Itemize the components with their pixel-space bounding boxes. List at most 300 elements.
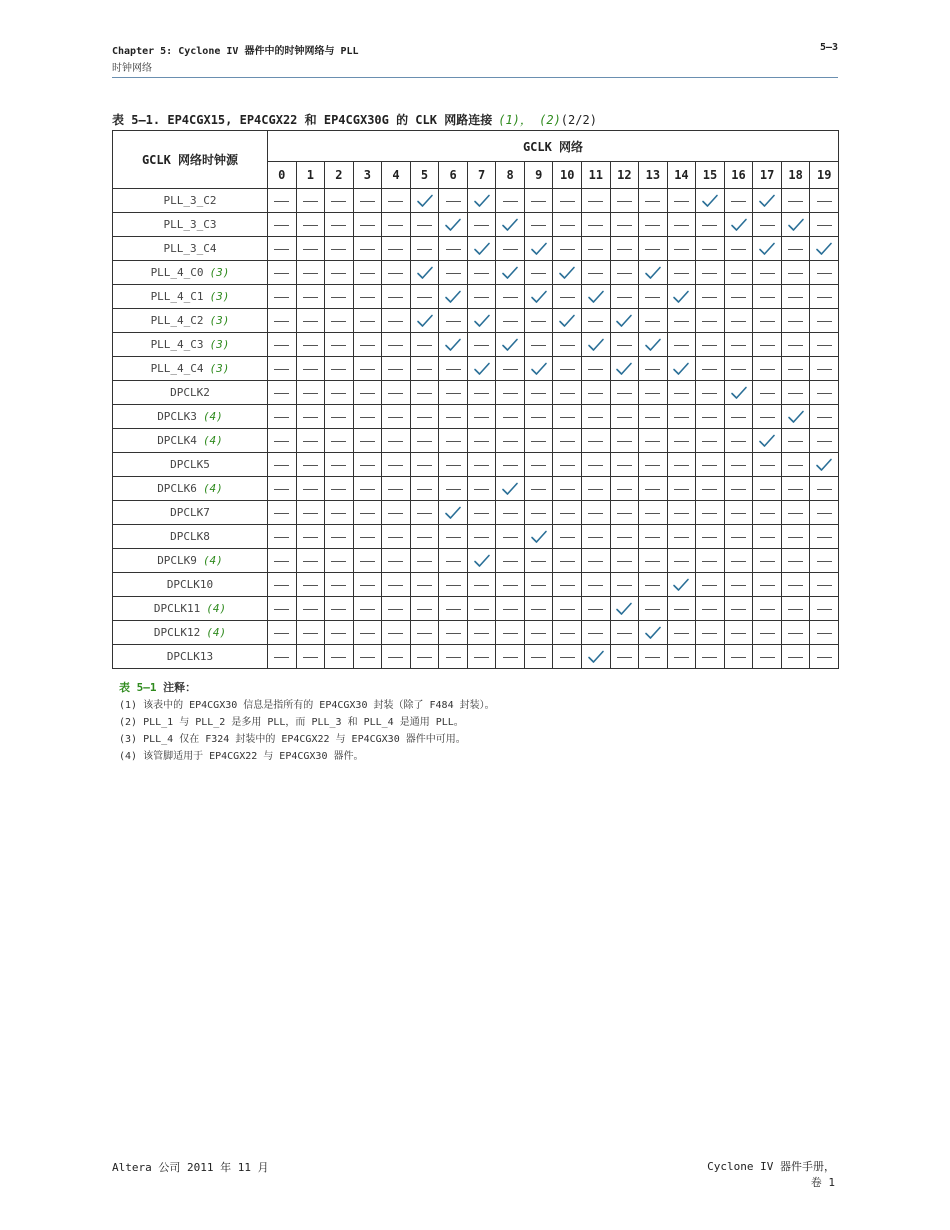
dash-mark [788,633,803,634]
cell-not-connected [810,549,839,573]
source-label: DPCLK7 [170,506,210,519]
cell-not-connected [296,645,325,669]
dash-mark [360,657,375,658]
cell-not-connected [810,213,839,237]
check-icon [668,289,696,305]
dash-mark [817,273,832,274]
dash-mark [645,609,660,610]
check-icon [411,193,439,209]
cell-not-connected [268,549,297,573]
cell-not-connected [582,501,611,525]
column-header-5: 5 [410,162,439,189]
dash-mark [674,441,689,442]
dash-mark [503,585,518,586]
dash-mark [531,393,546,394]
dash-mark [474,537,489,538]
dash-mark [417,345,432,346]
cell-connected [410,309,439,333]
dash-mark [531,609,546,610]
source-label: PLL_4_C3 [150,338,204,351]
dash-mark [474,393,489,394]
dash-mark [360,297,375,298]
cell-not-connected [410,237,439,261]
dash-mark [617,633,632,634]
dash-mark [360,609,375,610]
dash-mark [303,633,318,634]
dash-mark [760,561,775,562]
cell-not-connected [696,333,725,357]
check-icon [810,241,838,257]
table-row [113,261,839,285]
dash-mark [760,585,775,586]
dash-mark [674,321,689,322]
check-icon [725,217,753,233]
dash-mark [274,657,289,658]
cell-not-connected [696,477,725,501]
dash-mark [617,417,632,418]
check-icon [468,313,496,329]
cell-not-connected [553,597,582,621]
dash-mark [303,297,318,298]
dash-mark [588,273,603,274]
source-label: DPCLK11 [153,602,201,615]
note-item-4: (4) 该管脚适用于 EP4CGX22 与 EP4CGX30 器件。 [119,751,364,762]
row-source-name [113,525,268,549]
cell-not-connected [410,429,439,453]
cell-not-connected [753,261,782,285]
footnote-ref[interactable]: (3) [209,314,230,327]
cell-not-connected [524,309,553,333]
cell-not-connected [724,405,753,429]
dash-mark [817,441,832,442]
dash-mark [503,417,518,418]
cell-not-connected [410,549,439,573]
cell-not-connected [325,453,354,477]
dash-mark [303,561,318,562]
cell-not-connected [696,501,725,525]
dash-mark [788,513,803,514]
dash-mark [645,465,660,466]
cell-not-connected [753,573,782,597]
dash-mark [474,513,489,514]
dash-mark [331,489,346,490]
column-header-11: 11 [582,162,611,189]
cell-not-connected [382,453,411,477]
dash-mark [731,657,746,658]
dash-mark [331,201,346,202]
dash-mark [645,393,660,394]
column-header-18: 18 [781,162,810,189]
cell-not-connected [810,405,839,429]
cell-not-connected [524,621,553,645]
cell-connected [553,309,582,333]
check-icon [496,217,524,233]
cell-connected [439,285,468,309]
cell-not-connected [439,405,468,429]
dash-mark [788,561,803,562]
row-source-name [113,333,268,357]
dash-mark [760,321,775,322]
cell-not-connected [439,525,468,549]
cell-not-connected [553,357,582,381]
dash-mark [817,369,832,370]
dash-mark [274,561,289,562]
cell-not-connected [325,261,354,285]
cell-connected [410,261,439,285]
dash-mark [702,609,717,610]
dash-mark [560,417,575,418]
dash-mark [531,513,546,514]
footnote-ref[interactable]: (3) [209,362,230,375]
cell-not-connected [753,381,782,405]
cell-not-connected [553,189,582,213]
cell-not-connected [781,573,810,597]
dash-mark [702,441,717,442]
dash-mark [731,537,746,538]
dash-mark [360,465,375,466]
cell-not-connected [382,381,411,405]
cell-not-connected [781,189,810,213]
cell-not-connected [724,477,753,501]
dash-mark [588,489,603,490]
cell-not-connected [724,261,753,285]
cell-not-connected [410,477,439,501]
dash-mark [674,393,689,394]
cell-connected [753,429,782,453]
dash-mark [760,609,775,610]
dash-mark [303,585,318,586]
dash-mark [503,297,518,298]
cell-not-connected [268,357,297,381]
footnote-ref[interactable]: (3) [209,266,230,279]
cell-not-connected [582,453,611,477]
dash-mark [446,657,461,658]
cell-not-connected [467,213,496,237]
cell-not-connected [753,477,782,501]
dash-mark [617,225,632,226]
cell-not-connected [667,309,696,333]
cell-connected [781,213,810,237]
column-header-3: 3 [353,162,382,189]
dash-mark [360,369,375,370]
source-label: DPCLK5 [170,458,210,471]
dash-mark [303,657,318,658]
cell-not-connected [410,621,439,645]
dash-mark [702,249,717,250]
row-source-name [113,189,268,213]
footer-manual-title: Cyclone IV 器件手册， [707,1160,835,1173]
cell-not-connected [325,429,354,453]
dash-mark [731,201,746,202]
cell-not-connected [610,549,639,573]
cell-not-connected [639,189,668,213]
dash-mark [531,633,546,634]
dash-mark [303,345,318,346]
cell-not-connected [382,621,411,645]
dash-mark [503,393,518,394]
cell-connected [753,189,782,213]
cell-connected [810,237,839,261]
notes-title-ref: 表 5–1 [119,681,157,694]
cell-not-connected [639,453,668,477]
cell-not-connected [268,621,297,645]
cell-not-connected [382,189,411,213]
cell-not-connected [467,285,496,309]
cell-connected [582,645,611,669]
cell-not-connected [439,621,468,645]
cell-not-connected [753,333,782,357]
cell-not-connected [353,405,382,429]
dash-mark [274,297,289,298]
footnote-ref[interactable]: (4) [206,626,227,639]
cell-not-connected [667,453,696,477]
dash-mark [503,201,518,202]
cell-not-connected [610,453,639,477]
section-title: 时钟网络 [112,63,152,74]
cell-not-connected [553,237,582,261]
dash-mark [503,561,518,562]
cell-not-connected [353,645,382,669]
dash-mark [560,441,575,442]
cell-not-connected [781,501,810,525]
dash-mark [817,393,832,394]
cell-not-connected [639,525,668,549]
dash-mark [788,657,803,658]
cell-not-connected [496,453,525,477]
dash-mark [617,537,632,538]
dash-mark [617,561,632,562]
footnote-ref[interactable]: (3) [209,290,230,303]
source-label: PLL_3_C2 [163,194,217,207]
cell-not-connected [524,405,553,429]
check-icon [496,481,524,497]
dash-mark [674,249,689,250]
cell-not-connected [696,429,725,453]
dash-mark [702,561,717,562]
dash-mark [731,609,746,610]
dash-mark [588,633,603,634]
column-header-14: 14 [667,162,696,189]
cell-connected [610,597,639,621]
gclk-connection-table [112,130,839,669]
dash-mark [645,369,660,370]
dash-mark [674,561,689,562]
cell-not-connected [268,501,297,525]
footnote-ref[interactable]: (3) [209,338,230,351]
check-icon [525,529,553,545]
dash-mark [674,465,689,466]
cell-connected [524,237,553,261]
dash-mark [760,417,775,418]
dash-mark [303,201,318,202]
cell-not-connected [667,429,696,453]
cell-not-connected [667,525,696,549]
dash-mark [731,465,746,466]
cell-not-connected [696,645,725,669]
dash-mark [645,561,660,562]
dash-mark [760,345,775,346]
cell-connected [496,333,525,357]
dash-mark [360,441,375,442]
dash-mark [474,633,489,634]
dash-mark [531,489,546,490]
cell-not-connected [496,405,525,429]
dash-mark [388,225,403,226]
cell-not-connected [353,453,382,477]
source-label: PLL_4_C0 [150,266,204,279]
check-icon [411,313,439,329]
source-label: DPCLK3 [157,410,197,423]
cell-connected [467,189,496,213]
cell-not-connected [496,309,525,333]
check-icon [525,361,553,377]
cell-not-connected [610,501,639,525]
footnote-ref[interactable]: (4) [202,482,223,495]
dash-mark [274,513,289,514]
row-source-name [113,357,268,381]
dash-mark [788,609,803,610]
row-source-name [113,309,268,333]
dash-mark [817,633,832,634]
cell-not-connected [467,573,496,597]
cell-not-connected [524,573,553,597]
cell-not-connected [610,645,639,669]
dash-mark [560,561,575,562]
dash-mark [474,609,489,610]
cell-not-connected [582,621,611,645]
footnote-ref[interactable]: (4) [202,410,223,423]
cell-not-connected [439,477,468,501]
dash-mark [560,465,575,466]
dash-mark [303,441,318,442]
dash-mark [331,273,346,274]
source-header: GCLK 网络时钟源 [113,131,268,189]
cell-not-connected [296,597,325,621]
dash-mark [560,537,575,538]
cell-not-connected [696,213,725,237]
cell-not-connected [696,237,725,261]
cell-not-connected [553,501,582,525]
cell-connected [582,285,611,309]
dash-mark [503,609,518,610]
cell-not-connected [639,381,668,405]
cell-not-connected [410,525,439,549]
cell-not-connected [296,357,325,381]
dash-mark [731,321,746,322]
dash-mark [702,633,717,634]
cell-not-connected [610,525,639,549]
cell-not-connected [410,333,439,357]
dash-mark [303,225,318,226]
dash-mark [446,417,461,418]
dash-mark [274,225,289,226]
dash-mark [731,297,746,298]
dash-mark [702,489,717,490]
source-label: DPCLK12 [153,626,201,639]
dash-mark [760,465,775,466]
cell-not-connected [753,501,782,525]
caption-footnote-refs[interactable]: (1)， (2) [498,113,561,127]
cell-not-connected [296,333,325,357]
table-row [113,549,839,573]
cell-not-connected [325,405,354,429]
cell-not-connected [268,573,297,597]
cell-not-connected [582,189,611,213]
cell-not-connected [781,381,810,405]
cell-not-connected [382,525,411,549]
cell-not-connected [639,429,668,453]
dash-mark [702,417,717,418]
cell-not-connected [410,597,439,621]
gclk-network-header: GCLK 网络 [268,131,839,162]
dash-mark [503,633,518,634]
dash-mark [645,201,660,202]
dash-mark [360,513,375,514]
dash-mark [417,657,432,658]
dash-mark [617,657,632,658]
cell-not-connected [724,333,753,357]
dash-mark [788,201,803,202]
cell-not-connected [610,261,639,285]
row-source-name [113,429,268,453]
cell-not-connected [268,453,297,477]
cell-not-connected [467,261,496,285]
dash-mark [474,657,489,658]
cell-not-connected [296,189,325,213]
cell-not-connected [696,597,725,621]
dash-mark [817,345,832,346]
dash-mark [274,537,289,538]
dash-mark [702,657,717,658]
dash-mark [760,657,775,658]
cell-not-connected [353,477,382,501]
row-source-name [113,285,268,309]
cell-not-connected [810,261,839,285]
cell-not-connected [667,501,696,525]
dash-mark [360,561,375,562]
check-icon [468,361,496,377]
cell-not-connected [639,357,668,381]
dash-mark [446,201,461,202]
cell-not-connected [667,261,696,285]
cell-connected [439,501,468,525]
cell-not-connected [325,309,354,333]
dash-mark [388,585,403,586]
cell-not-connected [268,261,297,285]
footnote-ref[interactable]: (4) [206,602,227,615]
dash-mark [674,633,689,634]
dash-mark [388,441,403,442]
dash-mark [446,465,461,466]
cell-not-connected [610,189,639,213]
cell-connected [467,549,496,573]
dash-mark [531,585,546,586]
dash-mark [446,441,461,442]
dash-mark [731,369,746,370]
table-row [113,285,839,309]
source-label: DPCLK13 [166,650,214,663]
footnote-ref[interactable]: (4) [202,554,223,567]
footnote-ref[interactable]: (4) [202,434,223,447]
cell-not-connected [810,429,839,453]
dash-mark [617,465,632,466]
dash-mark [702,585,717,586]
dash-mark [388,657,403,658]
cell-connected [753,237,782,261]
dash-mark [360,633,375,634]
table-row [113,477,839,501]
cell-not-connected [524,549,553,573]
